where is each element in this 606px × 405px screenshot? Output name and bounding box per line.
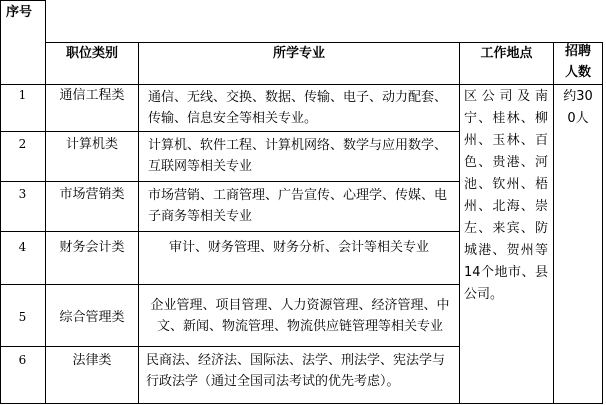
row-3-category: 市场营销类 [59, 186, 125, 202]
header-category: 职位类别 [65, 45, 118, 61]
row-6-category: 法律类 [72, 352, 112, 368]
table-border-bottom [0, 403, 603, 404]
col-divider [138, 42, 139, 404]
row-divider [0, 131, 459, 132]
row-4-major: 审计、财务管理、财务分析、会计等相关专业 [168, 239, 429, 255]
row-5-category: 综合管理类 [59, 309, 125, 325]
row-2-no: 2 [18, 136, 27, 151]
row-3-no: 3 [18, 186, 27, 201]
row-6-major: 民商法、经济法、国际法、法学、刑法学、宪法学与行政法学（通过全国司法考试的优先考虑）。 [146, 353, 446, 389]
table-border-right [602, 42, 603, 404]
row-4-no: 4 [18, 239, 27, 254]
seq-header: 序号 [6, 4, 33, 20]
header-recruit: 招聘人数 [564, 44, 591, 80]
row-divider [0, 346, 459, 347]
row-1-major: 通信、无线、交换、数据、传输、电子、动力配套、传输、信息安全等相关专业。 [148, 90, 448, 126]
row-divider [0, 284, 459, 285]
row-2-category: 计算机类 [65, 136, 118, 152]
col-divider [553, 42, 554, 404]
row-1-category: 通信工程类 [59, 87, 125, 103]
row-6-no: 6 [18, 352, 27, 367]
row-divider [0, 181, 459, 182]
row-5-no: 5 [18, 309, 27, 324]
row-4-category: 财务会计类 [59, 239, 125, 255]
recruit-count: 约300人 [563, 89, 593, 126]
row-divider [0, 231, 459, 232]
row-1-no: 1 [18, 87, 27, 102]
row-3-major: 市场营销、工商管理、广告宣传、心理学、传媒、电子商务等相关专业 [148, 188, 448, 224]
work-location: 区公司及南宁、桂林、柳州、玉林、百色、贵港、河池、钦州、梧州、北海、崇左、来宾、防城港、贺州等14个地市、县公司。 [464, 89, 548, 302]
row-2-major: 计算机、软件工程、计算机网络、数学与应用数学、互联网等相关专业 [148, 138, 448, 174]
header-location: 工作地点 [480, 45, 533, 61]
col-divider [459, 42, 460, 404]
row-5-major: 企业管理、项目管理、人力资源管理、经济管理、中文、新闻、物流管理、物流供应链管理等相关专业 [150, 298, 450, 334]
header-major: 所学专业 [272, 45, 325, 61]
